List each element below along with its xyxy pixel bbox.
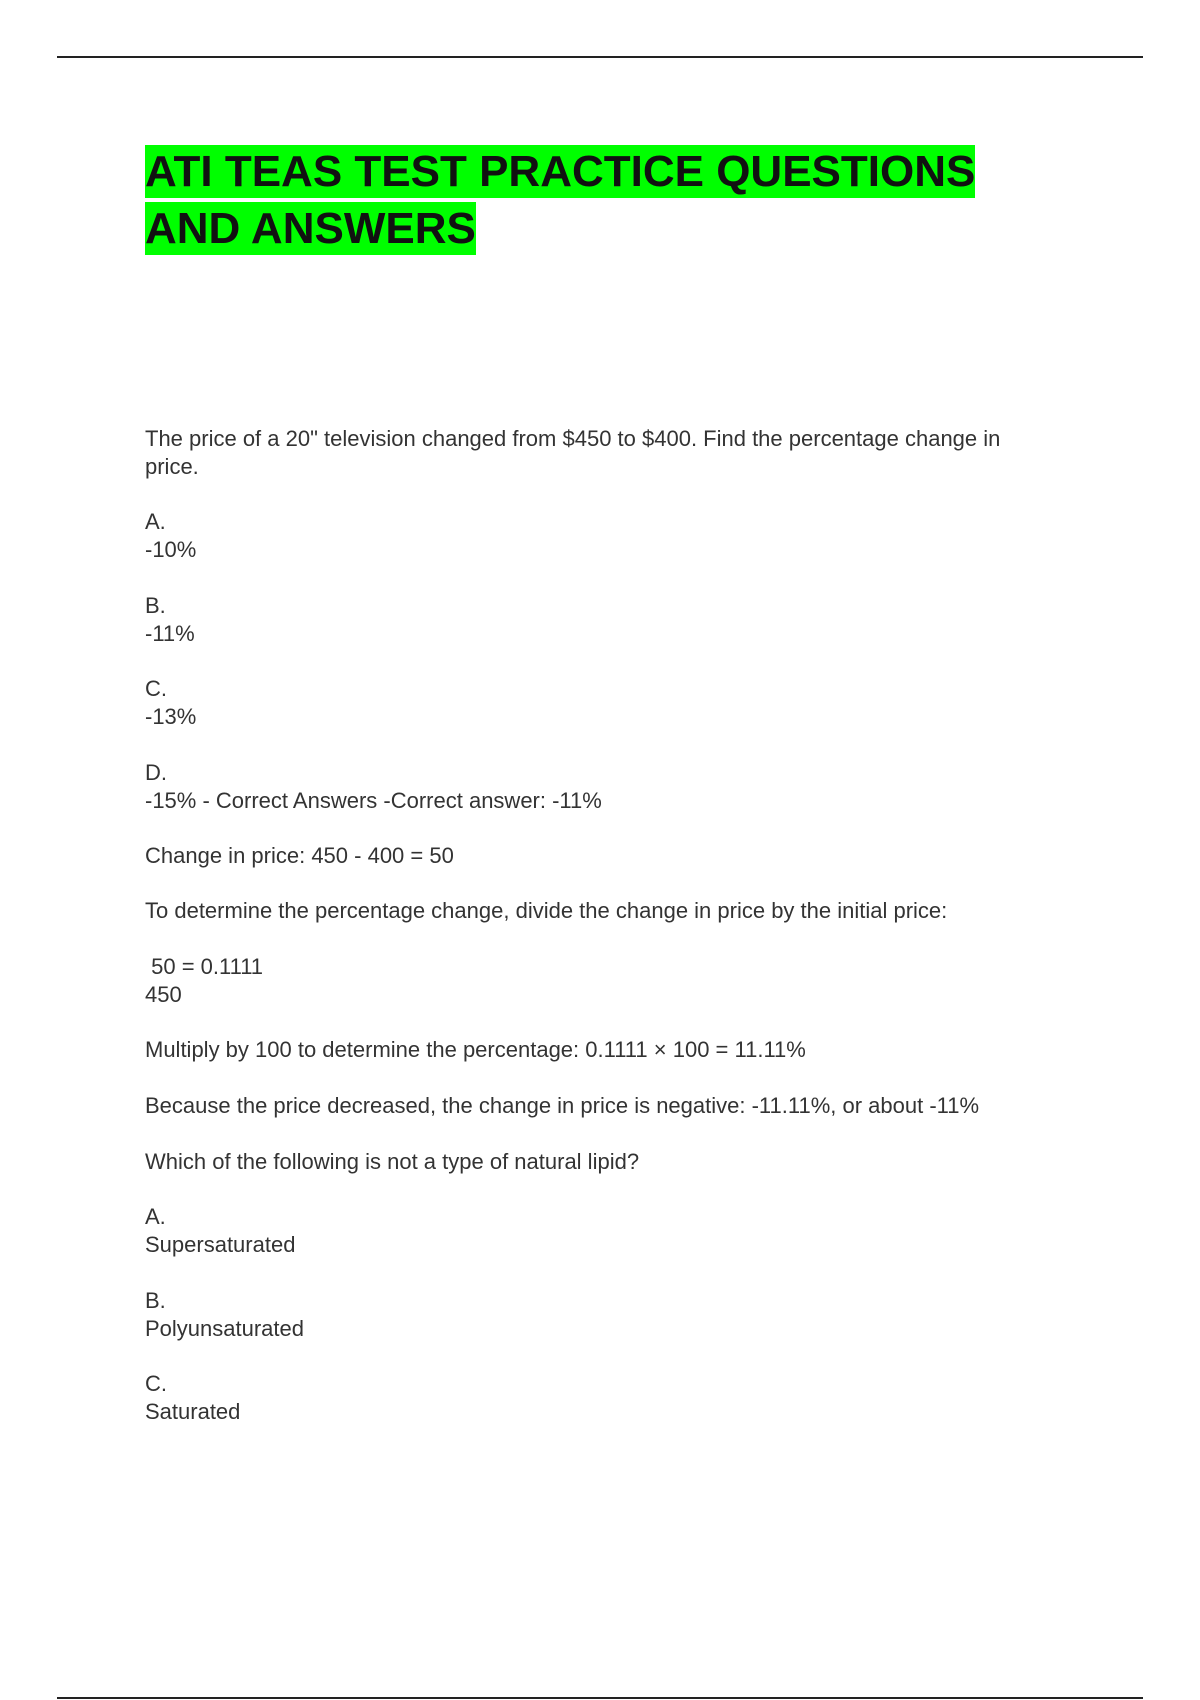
explanation-step-2: To determine the percentage change, divide the change in price by the initial price: — [145, 898, 948, 923]
option-text: Saturated — [145, 1399, 241, 1424]
option-text: -13% — [145, 704, 197, 729]
question-2-option-a — [145, 1203, 1105, 1259]
explanation-step-4: Because the price decreased, the change in price is negative: -11.11%, or about -11% — [145, 1093, 980, 1118]
question-1-option-a — [145, 508, 1105, 564]
option-text: Supersaturated — [145, 1232, 296, 1257]
option-text: -11% — [145, 621, 195, 646]
question-1-option-c — [145, 675, 1105, 731]
option-letter: A. — [145, 509, 166, 534]
question-2-prompt: Which of the following is not a type of natural lipid? — [145, 1149, 640, 1174]
top-rule — [57, 56, 1143, 58]
option-letter: D. — [145, 760, 167, 785]
explanation-step-1: Change in price: 450 - 400 = 50 — [145, 843, 454, 868]
option-letter: C. — [145, 676, 167, 701]
option-letter: B. — [145, 593, 166, 618]
explanation-fraction — [145, 953, 1105, 1009]
question-1-prompt — [145, 425, 1105, 481]
option-text: -15% - Correct Answers -Correct answer: -11% — [145, 788, 602, 813]
option-letter: A. — [145, 1204, 166, 1229]
question-2-option-b — [145, 1287, 1105, 1343]
question-1-prompt-line-2: price. — [145, 454, 199, 479]
title-line-2: AND ANSWERS — [145, 204, 476, 253]
document-title — [145, 143, 975, 257]
question-1-option-d — [145, 759, 1105, 815]
option-text: -10% — [145, 537, 197, 562]
bottom-rule — [57, 1697, 1143, 1699]
title-line-1: ATI TEAS TEST PRACTICE QUESTIONS — [145, 147, 976, 196]
option-letter: C. — [145, 1371, 167, 1396]
question-2-option-c — [145, 1370, 1105, 1426]
fraction-denominator-line: 450 — [145, 982, 182, 1007]
question-1-option-b — [145, 592, 1105, 648]
explanation-step-3: Multiply by 100 to determine the percentage: 0.1111 × 100 = 11.11% — [145, 1037, 806, 1062]
option-text: Polyunsaturated — [145, 1316, 304, 1341]
option-letter: B. — [145, 1288, 166, 1313]
question-1-prompt-line-1: The price of a 20" television changed from $450 to $400. Find the percentage change in — [145, 426, 1001, 451]
fraction-numerator-line: 50 = 0.1111 — [145, 954, 264, 979]
